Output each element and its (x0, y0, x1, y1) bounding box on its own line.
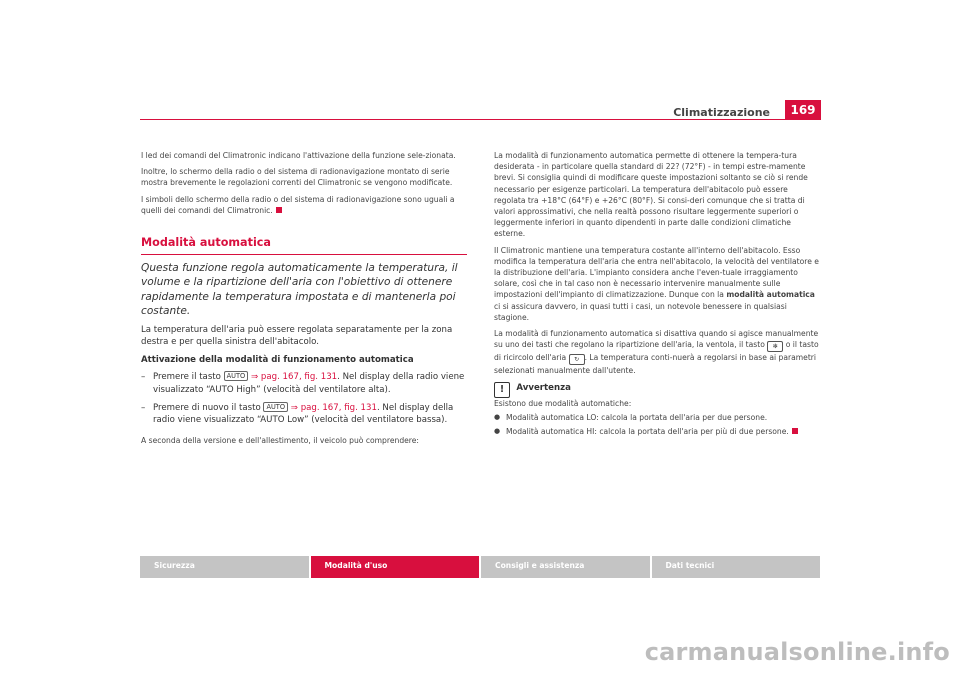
bullet-text: Modalità automatica HI: calcola la portata dell'aria per più di due persone. (506, 426, 789, 436)
paragraph-text: Il Climatronic mantiene una temperatura costante all'interno dell'abitacolo. Esso modifica la temperatura dell'aria che entra nell'abitacolo, la velocità del ventilatore e la distribuzione dell'aria. L'impianto considera anche l'even-tuale irraggiamento solare, così che in tal caso non è necessario intervenire manualmente sulle impostazioni dell'impianto di climatizzazione. Dunque con la (494, 245, 819, 300)
figure-reference-link[interactable]: ⇒ pag. 167, fig. 131 (290, 402, 377, 413)
list-item (141, 402, 467, 427)
paragraph-led: I led dei comandi del Climatronic indicano l'attivazione della funzione sele-zionata. (141, 151, 456, 160)
figure-reference-link[interactable]: ⇒ pag. 167, fig. 131 (250, 372, 338, 383)
paragraph-equipment: A seconda della versione e dell'allestimento, il veicolo può comprendere: (141, 435, 419, 445)
paragraph-text: o il tasto di ricircolo dell'aria (494, 340, 819, 363)
step-text: Premere di nuovo il tasto (153, 402, 261, 413)
paragraph-deactivation (494, 328, 820, 376)
recirculation-key-icon: ↻ (569, 354, 585, 365)
footer-nav (140, 556, 820, 578)
section-subtitle: Questa funzione regola automaticamente la temperatura, il volume e la ripartizione dell'aria con l'obiettivo di ottenere rapidamente la temperatura impostata e di mantenerla poi costante. (141, 262, 458, 318)
step-text: Premere il tasto (153, 372, 221, 383)
warning-intro: Esistono due modalità automatiche: (494, 399, 632, 409)
right-column (494, 150, 820, 440)
warning-list (494, 412, 820, 437)
left-column (141, 150, 467, 446)
bold-term: modalità automatica (726, 290, 815, 300)
paragraph-text: La modalità di funzionamento automatica si disattiva quando si agisce manualmente su uno dei tasti che regolano la ripartizione dell'aria, la ventola, il tasto (494, 329, 819, 350)
activation-steps (141, 371, 467, 426)
warning-header (494, 382, 820, 398)
step-text: . Nel display della radio viene visualizzato “AUTO Low” (velocità del ventilatore bassa). (153, 402, 454, 426)
page-number: 169 (785, 100, 821, 120)
footer-tab-sicurezza[interactable]: Sicurezza (140, 556, 309, 578)
step-text: . Nel display della radio viene visualizzato “AUTO High” (velocità del ventilatore alta). (153, 372, 465, 396)
paragraph-zones: La temperatura dell'aria può essere regolata separatamente per la zona destra e per quella sinistra dell'abitacolo. (141, 324, 453, 348)
auto-key-icon: AUTO (224, 371, 249, 381)
page-header-title: Climatizzazione (673, 106, 770, 119)
paragraph-text: . La temperatura conti-nuerà a regolarsi in base ai parametri selezionati manualmente dall'utente. (494, 353, 817, 376)
warning-title: Avvertenza (516, 383, 571, 394)
paragraph-display: Inoltre, lo schermo della radio o del sistema di radionavigazione montato di serie mostra brevemente le regolazioni correnti del Climatronic se vengono modificate. (141, 167, 453, 188)
paragraph-text: ci si assicura davvero, in quasi tutti i casi, un notevole benessere in qualsiasi stagione. (494, 301, 787, 322)
auto-key-icon: AUTO (263, 402, 288, 412)
list-item (494, 426, 820, 437)
paragraph-symbols-text: I simboli dello schermo della radio o del sistema di radionavigazione sono uguali a quelli dei comandi del Climatronic. (141, 194, 455, 215)
end-marker-icon (792, 428, 798, 434)
watermark: carmanualsonline.info (644, 638, 950, 666)
automatic-body (141, 324, 467, 427)
end-marker-icon (276, 207, 282, 213)
paragraph-symbols (141, 194, 467, 216)
activation-heading: Attivazione della modalità di funzionamento automatica (141, 354, 414, 365)
footer-tab-dati-tecnici[interactable]: Dati tecnici (652, 556, 821, 578)
list-item (141, 371, 467, 396)
warning-icon: ! (494, 382, 510, 398)
section-divider (141, 254, 467, 255)
fan-key-icon: ✻ (767, 341, 783, 352)
footer-tab-modalita-uso[interactable]: Modalità d'uso (311, 556, 480, 578)
paragraph-temperature: La modalità di funzionamento automatica permette di ottenere la tempera-tura desiderata - in particolare quella standard di 22? (72°F) - in tempi estre-mamente brevi. Si consiglia quindi di modificare queste impostazioni soltanto se ciò si rende necessario per esigenze particolari. La temperatura dell'abitacolo può essere regolata tra +18°C (64°F) e +26°C (80°F). Si consi-deri comunque che si tratta di valori approssimativi, che nella realtà possono risultare leggermente superiori o leggermente inferiori in quanto dipendenti in parte dalle condizioni climatiche esterne. (494, 151, 808, 239)
paragraph-constant (494, 245, 820, 323)
list-item: ● Modalità automatica LO: calcola la portata dell'aria per due persone. (494, 412, 820, 423)
footer-tab-consigli[interactable]: Consigli e assistenza (481, 556, 650, 578)
section-heading: Modalità automatica (141, 236, 271, 250)
header-divider (140, 119, 820, 120)
